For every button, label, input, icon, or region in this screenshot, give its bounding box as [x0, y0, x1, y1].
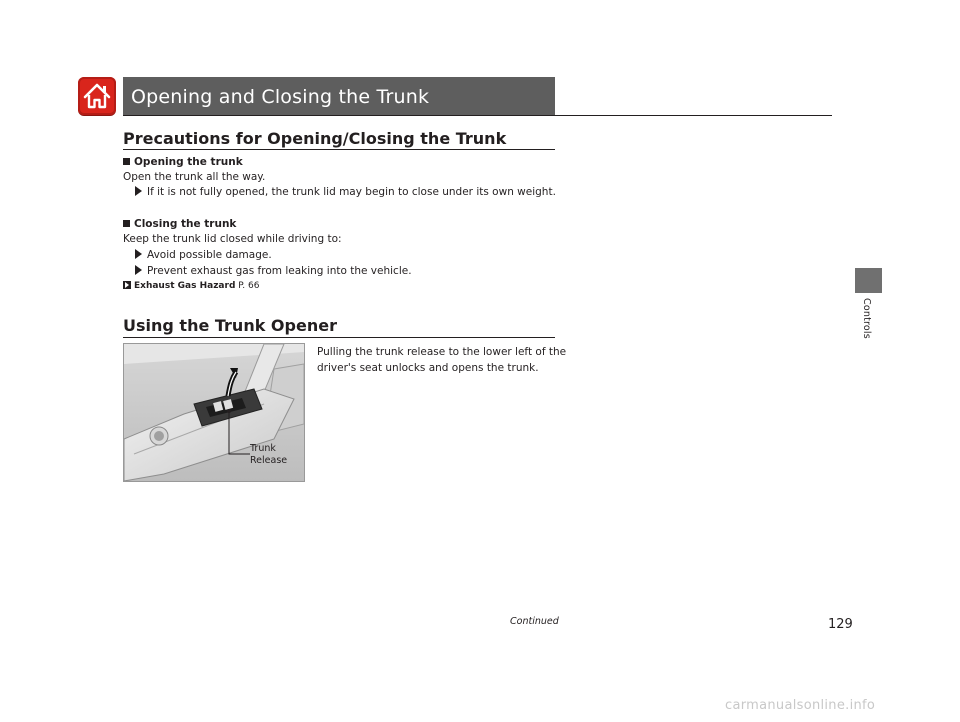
closing-text: Keep the trunk lid closed while driving to:: [123, 233, 342, 245]
section-tab-marker[interactable]: [855, 268, 882, 293]
precautions-heading: Precautions for Opening/Closing the Trunk: [123, 129, 507, 148]
opening-text: Open the trunk all the way.: [123, 171, 266, 183]
link-arrow-icon: [123, 281, 131, 289]
opener-heading: Using the Trunk Opener: [123, 316, 337, 335]
closing-bullet-2: Prevent exhaust gas from leaking into the vehicle.: [135, 265, 412, 277]
square-bullet-icon: [123, 220, 130, 227]
page-title: Opening and Closing the Trunk: [131, 86, 430, 108]
opener-divider: [123, 337, 555, 338]
opener-description: Pulling the trunk release to the lower left of the driver's seat unlocks and opens the trunk.: [317, 346, 567, 374]
home-button[interactable]: [78, 77, 116, 115]
precautions-divider: [123, 149, 555, 150]
trunk-release-label: Trunk Release: [250, 443, 288, 466]
page-title-bar: [123, 77, 555, 115]
continued-label: Continued: [510, 616, 559, 627]
opening-subheading: Opening the trunk: [123, 156, 243, 168]
section-tab-label[interactable]: Controls: [861, 298, 872, 339]
closing-subheading: Closing the trunk: [123, 218, 236, 230]
arrow-bullet-icon: [135, 186, 142, 196]
watermark: carmanualsonline.info: [725, 698, 876, 713]
home-icon: [78, 77, 116, 115]
title-divider: [123, 115, 832, 116]
page-number: 129: [828, 617, 853, 632]
opening-bullet: If it is not fully opened, the trunk lid may begin to close under its own weight.: [135, 186, 556, 198]
square-bullet-icon: [123, 158, 130, 165]
arrow-bullet-icon: [135, 249, 142, 259]
arrow-bullet-icon: [135, 265, 142, 275]
exhaust-gas-hazard-link[interactable]: Exhaust Gas Hazard P. 66: [123, 281, 259, 291]
closing-bullet-1: Avoid possible damage.: [135, 249, 272, 261]
